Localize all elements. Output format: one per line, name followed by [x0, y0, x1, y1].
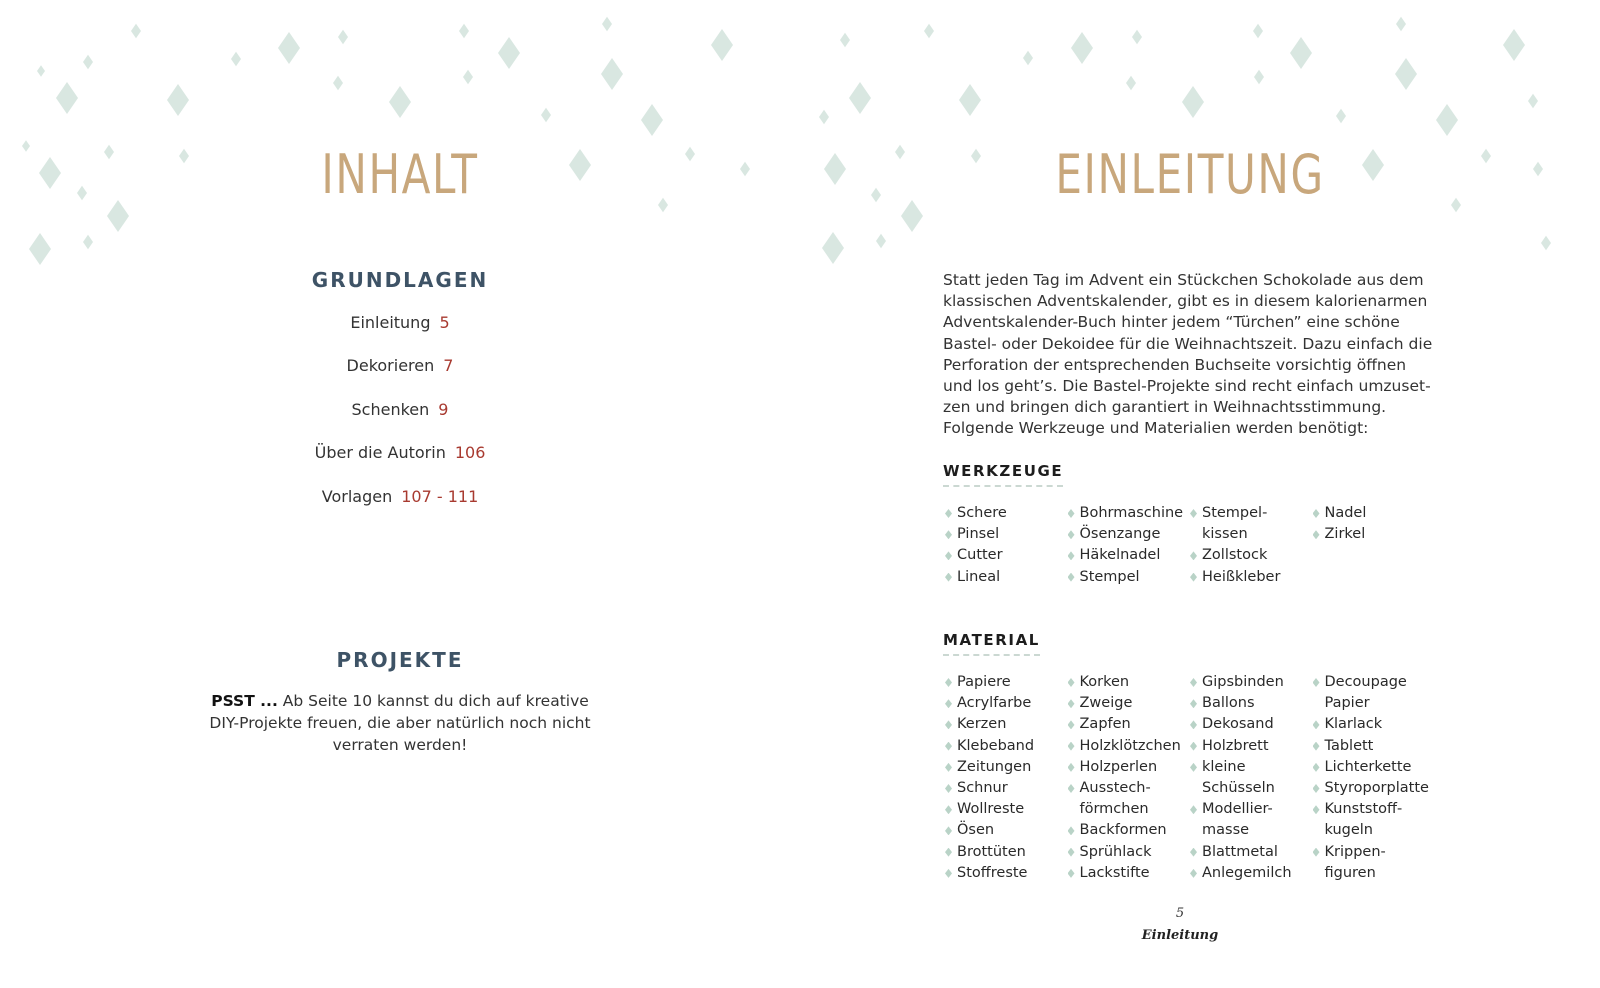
material-item-continuation: kugeln — [1324, 822, 1373, 839]
material-item-continuation: förmchen — [1079, 801, 1149, 818]
material-item: Holzbrett — [1188, 736, 1311, 757]
psst-text: Ab Seite 10 kannst du dich auf kreative DIY-Projekte freuen, die aber natürlich noch nicht verraten werden! — [209, 692, 591, 754]
werkzeug-item: Cutter — [943, 545, 1066, 566]
werkzeug-item: Nadel — [1311, 503, 1434, 524]
projects-heading: PROJEKTE — [336, 648, 464, 672]
material-column — [943, 672, 1066, 884]
material-item: Holzklötzchen — [1066, 736, 1189, 757]
toc-item-label: Schenken — [351, 399, 430, 419]
material-item: Zweige — [1066, 693, 1189, 714]
werkzeug-column — [1311, 503, 1434, 588]
werkzeug-column — [1066, 503, 1189, 588]
material-column — [1066, 672, 1189, 884]
material-item-continuation: Papier — [1324, 695, 1370, 712]
material-item: Klebeband — [943, 736, 1066, 757]
material-item: Holzperlen — [1066, 757, 1189, 778]
footer-section-label: Einleitung — [1141, 928, 1219, 943]
page-number: 5 — [1175, 906, 1185, 921]
werkzeug-item: Heißkleber — [1188, 567, 1311, 588]
toc-item — [190, 485, 610, 528]
toc-item-label: Einleitung — [350, 313, 431, 332]
werkzeug-item: Ösenzange — [1066, 524, 1189, 545]
toc-heading: GRUNDLAGEN — [311, 268, 489, 292]
material-item-continuation: masse — [1202, 822, 1250, 839]
werkzeuge-list — [943, 503, 1433, 588]
toc-item-page: 106 — [454, 443, 486, 463]
material-item: Wollreste — [943, 799, 1066, 820]
material-item: Zeitungen — [943, 757, 1066, 778]
material-item: kleine — [1188, 757, 1311, 778]
werkzeug-item: Stempel- — [1188, 503, 1311, 524]
material-item: Stoffreste — [943, 863, 1066, 884]
material-item: Kerzen — [943, 714, 1066, 735]
material-item: Gipsbinden — [1188, 672, 1311, 693]
material-item-continuation: figuren — [1324, 864, 1376, 881]
psst-note — [200, 690, 600, 756]
material-item-continuation: Schüsseln — [1202, 780, 1275, 797]
material-item: Klarlack — [1311, 714, 1434, 735]
material-item: Ballons — [1188, 693, 1311, 714]
material-item: Krippen- — [1311, 842, 1434, 863]
werkzeug-item-continuation: kissen — [1202, 526, 1248, 543]
toc-item — [190, 311, 610, 354]
toc-item-page: 5 — [439, 313, 450, 332]
material-item: Blattmetal — [1188, 842, 1311, 863]
werkzeug-column — [943, 503, 1066, 588]
toc-item-page: 9 — [438, 399, 449, 419]
material-item: Modellier- — [1188, 799, 1311, 820]
toc-item — [190, 398, 610, 441]
toc-item-label: Dekorieren — [346, 356, 435, 376]
toc-list — [190, 311, 610, 528]
werkzeug-item: Stempel — [1066, 567, 1189, 588]
material-item: Anlegemilch — [1188, 863, 1311, 884]
werkzeug-item: Zirkel — [1311, 524, 1434, 545]
material-item: Acrylfarbe — [943, 693, 1066, 714]
material-item: Schnur — [943, 778, 1066, 799]
toc-item — [190, 354, 610, 397]
material-item: Lichterkette — [1311, 757, 1434, 778]
material-item: Zapfen — [1066, 714, 1189, 735]
werkzeug-item: Zollstock — [1188, 545, 1311, 566]
page-title-einleitung: EINLEITUNG — [1055, 143, 1325, 206]
material-item: Styroporplatte — [1311, 778, 1434, 799]
toc-item-page: 7 — [443, 356, 454, 376]
material-item: Lackstifte — [1066, 863, 1189, 884]
material-item: Ösen — [943, 820, 1066, 841]
material-heading: MATERIAL — [943, 631, 1040, 656]
material-item: Sprühlack — [1066, 842, 1189, 863]
werkzeug-column — [1188, 503, 1311, 588]
werkzeug-item: Lineal — [943, 567, 1066, 588]
toc-item — [190, 441, 610, 484]
werkzeuge-heading: WERKZEUGE — [943, 462, 1063, 487]
material-item: Korken — [1066, 672, 1189, 693]
material-item: Brottüten — [943, 842, 1066, 863]
material-item: Tablett — [1311, 736, 1434, 757]
material-item: Decoupage — [1311, 672, 1434, 693]
psst-label: PSST ... — [211, 692, 278, 710]
material-item: Ausstech- — [1066, 778, 1189, 799]
intro-paragraph: Statt jeden Tag im Advent ein Stückchen Schokolade aus dem klassischen Adventskalender, gibt es in diesem kalorienarmen Adventskalender-Buch hinter jedem “Türchen” eine schöne Bastel- oder Dekoidee für die Weihnachtszeit. Dazu einfach die Perforation der entsprechenden Buchseite vorsichtig öffnen und los geht’s. Die Bastel-Projekte sind recht einfach umzuset-zen und bringen dich garantiert in Weihnachtsstimmung. Folgende Werkzeuge und Materialien werden benötigt: — [943, 271, 1433, 438]
right-page — [800, 0, 1600, 988]
material-column — [1188, 672, 1311, 884]
werkzeug-item: Häkelnadel — [1066, 545, 1189, 566]
material-item: Dekosand — [1188, 714, 1311, 735]
page-title-inhalt: INHALT — [321, 143, 479, 206]
toc-item-label: Vorlagen — [321, 486, 393, 506]
werkzeug-item: Bohrmaschine — [1066, 503, 1189, 524]
material-column — [1311, 672, 1434, 884]
werkzeug-item: Schere — [943, 503, 1066, 524]
material-item: Backformen — [1066, 820, 1189, 841]
material-item: Papiere — [943, 672, 1066, 693]
material-list — [943, 672, 1433, 884]
toc-item-label: Über die Autorin — [314, 443, 446, 463]
werkzeug-item: Pinsel — [943, 524, 1066, 545]
toc-item-page: 107 - 111 — [401, 486, 479, 506]
material-item: Kunststoff- — [1311, 799, 1434, 820]
